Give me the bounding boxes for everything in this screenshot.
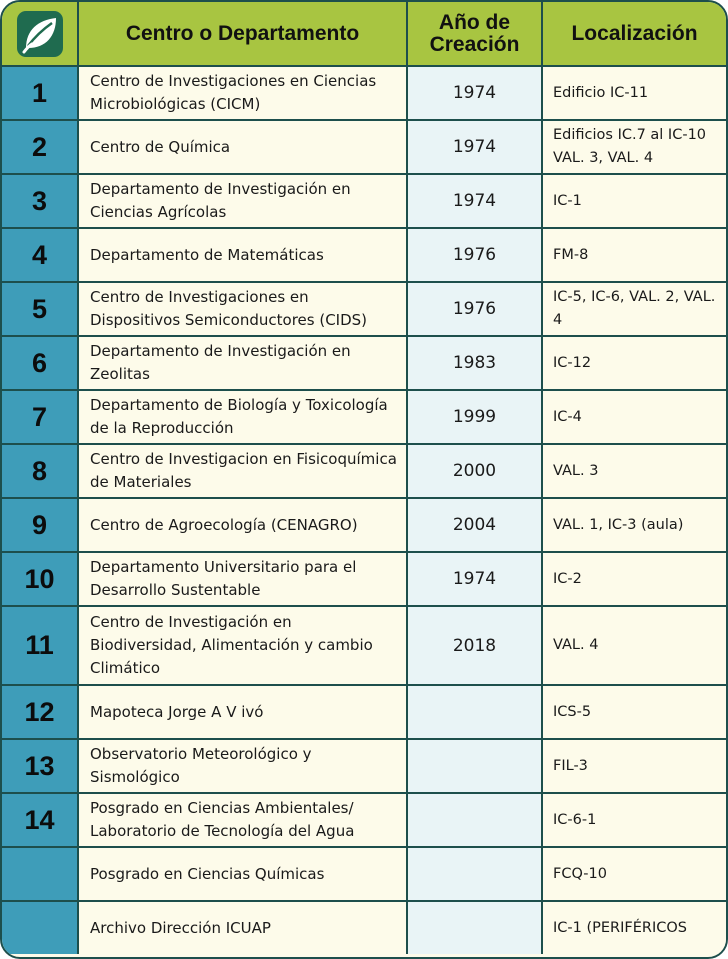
row-number: 14 <box>2 793 78 847</box>
creation-year <box>407 847 542 901</box>
row-number: 5 <box>2 282 78 336</box>
department-name: Centro de Investigaciones en Ciencias Microbiológicas (CICM) <box>78 66 407 120</box>
column-header-year-line1: Año de <box>438 10 511 34</box>
creation-year: 1974 <box>407 120 542 174</box>
table-row <box>2 390 726 444</box>
table-row <box>2 444 726 498</box>
creation-year <box>407 739 542 793</box>
row-number <box>2 847 78 901</box>
location: VAL. 3 <box>542 444 726 498</box>
table-row <box>2 685 726 739</box>
row-number: 8 <box>2 444 78 498</box>
location: IC-4 <box>542 390 726 444</box>
location: IC-2 <box>542 552 726 606</box>
creation-year: 1976 <box>407 282 542 336</box>
table-row <box>2 793 726 847</box>
row-number: 2 <box>2 120 78 174</box>
creation-year: 1999 <box>407 390 542 444</box>
column-header-name: Centro o Departamento <box>78 2 407 66</box>
creation-year: 1976 <box>407 228 542 282</box>
department-name: Departamento de Biología y Toxicología de la Reproducción <box>78 390 407 444</box>
table-row <box>2 901 726 954</box>
row-number: 3 <box>2 174 78 228</box>
table-row <box>2 120 726 174</box>
location: IC-6-1 <box>542 793 726 847</box>
location: VAL. 1, IC-3 (aula) <box>542 498 726 552</box>
department-name: Observatorio Meteorológico y Sismológico <box>78 739 407 793</box>
creation-year: 2004 <box>407 498 542 552</box>
location: VAL. 4 <box>542 606 726 685</box>
department-name: Archivo Dirección ICUAP <box>78 901 407 954</box>
column-header-year <box>407 2 542 66</box>
row-number: 11 <box>2 606 78 685</box>
location: IC-12 <box>542 336 726 390</box>
location: Edificios IC.7 al IC-10 VAL. 3, VAL. 4 <box>542 120 726 174</box>
departments-table <box>2 2 726 954</box>
location: FIL-3 <box>542 739 726 793</box>
location: IC-1 (PERIFÉRICOS <box>542 901 726 954</box>
department-name: Departamento de Investigación en Ciencias Agrícolas <box>78 174 407 228</box>
row-number: 13 <box>2 739 78 793</box>
location: IC-1 <box>542 174 726 228</box>
creation-year <box>407 793 542 847</box>
department-name: Centro de Investigación en Biodiversidad, Alimentación y cambio Climático <box>78 606 407 685</box>
table-row <box>2 498 726 552</box>
row-number <box>2 901 78 954</box>
table-row <box>2 336 726 390</box>
row-number: 4 <box>2 228 78 282</box>
location: ICS-5 <box>542 685 726 739</box>
table-row <box>2 174 726 228</box>
location: Edificio IC-11 <box>542 66 726 120</box>
location: FCQ-10 <box>542 847 726 901</box>
department-name: Posgrado en Ciencias Químicas <box>78 847 407 901</box>
creation-year: 1974 <box>407 174 542 228</box>
location: IC-5, IC-6, VAL. 2, VAL. 4 <box>542 282 726 336</box>
table-row <box>2 552 726 606</box>
creation-year: 2000 <box>407 444 542 498</box>
department-name: Mapoteca Jorge A V ivó <box>78 685 407 739</box>
department-name: Centro de Química <box>78 120 407 174</box>
creation-year <box>407 901 542 954</box>
creation-year: 1974 <box>407 66 542 120</box>
table-row <box>2 66 726 120</box>
row-number: 10 <box>2 552 78 606</box>
creation-year <box>407 685 542 739</box>
creation-year: 1983 <box>407 336 542 390</box>
location: FM-8 <box>542 228 726 282</box>
column-header-location: Localización <box>542 2 726 66</box>
department-name: Centro de Investigacion en Fisicoquímica de Materiales <box>78 444 407 498</box>
table-row <box>2 282 726 336</box>
leaf-icon <box>16 10 64 58</box>
column-header-year-line2: Creación <box>429 32 520 56</box>
row-number: 9 <box>2 498 78 552</box>
table-row <box>2 847 726 901</box>
row-number: 6 <box>2 336 78 390</box>
department-name: Departamento Universitario para el Desarrollo Sustentable <box>78 552 407 606</box>
department-name: Departamento de Investigación en Zeolitas <box>78 336 407 390</box>
row-number: 12 <box>2 685 78 739</box>
creation-year: 2018 <box>407 606 542 685</box>
table-row <box>2 606 726 685</box>
department-name: Centro de Investigaciones en Dispositivos Semiconductores (CIDS) <box>78 282 407 336</box>
table-row <box>2 228 726 282</box>
department-name: Departamento de Matemáticas <box>78 228 407 282</box>
table-row <box>2 739 726 793</box>
logo-cell <box>2 2 78 66</box>
creation-year: 1974 <box>407 552 542 606</box>
department-name: Centro de Agroecología (CENAGRO) <box>78 498 407 552</box>
row-number: 7 <box>2 390 78 444</box>
header-row <box>2 2 726 66</box>
department-name: Posgrado en Ciencias Ambientales/ Laboratorio de Tecnología del Agua <box>78 793 407 847</box>
row-number: 1 <box>2 66 78 120</box>
